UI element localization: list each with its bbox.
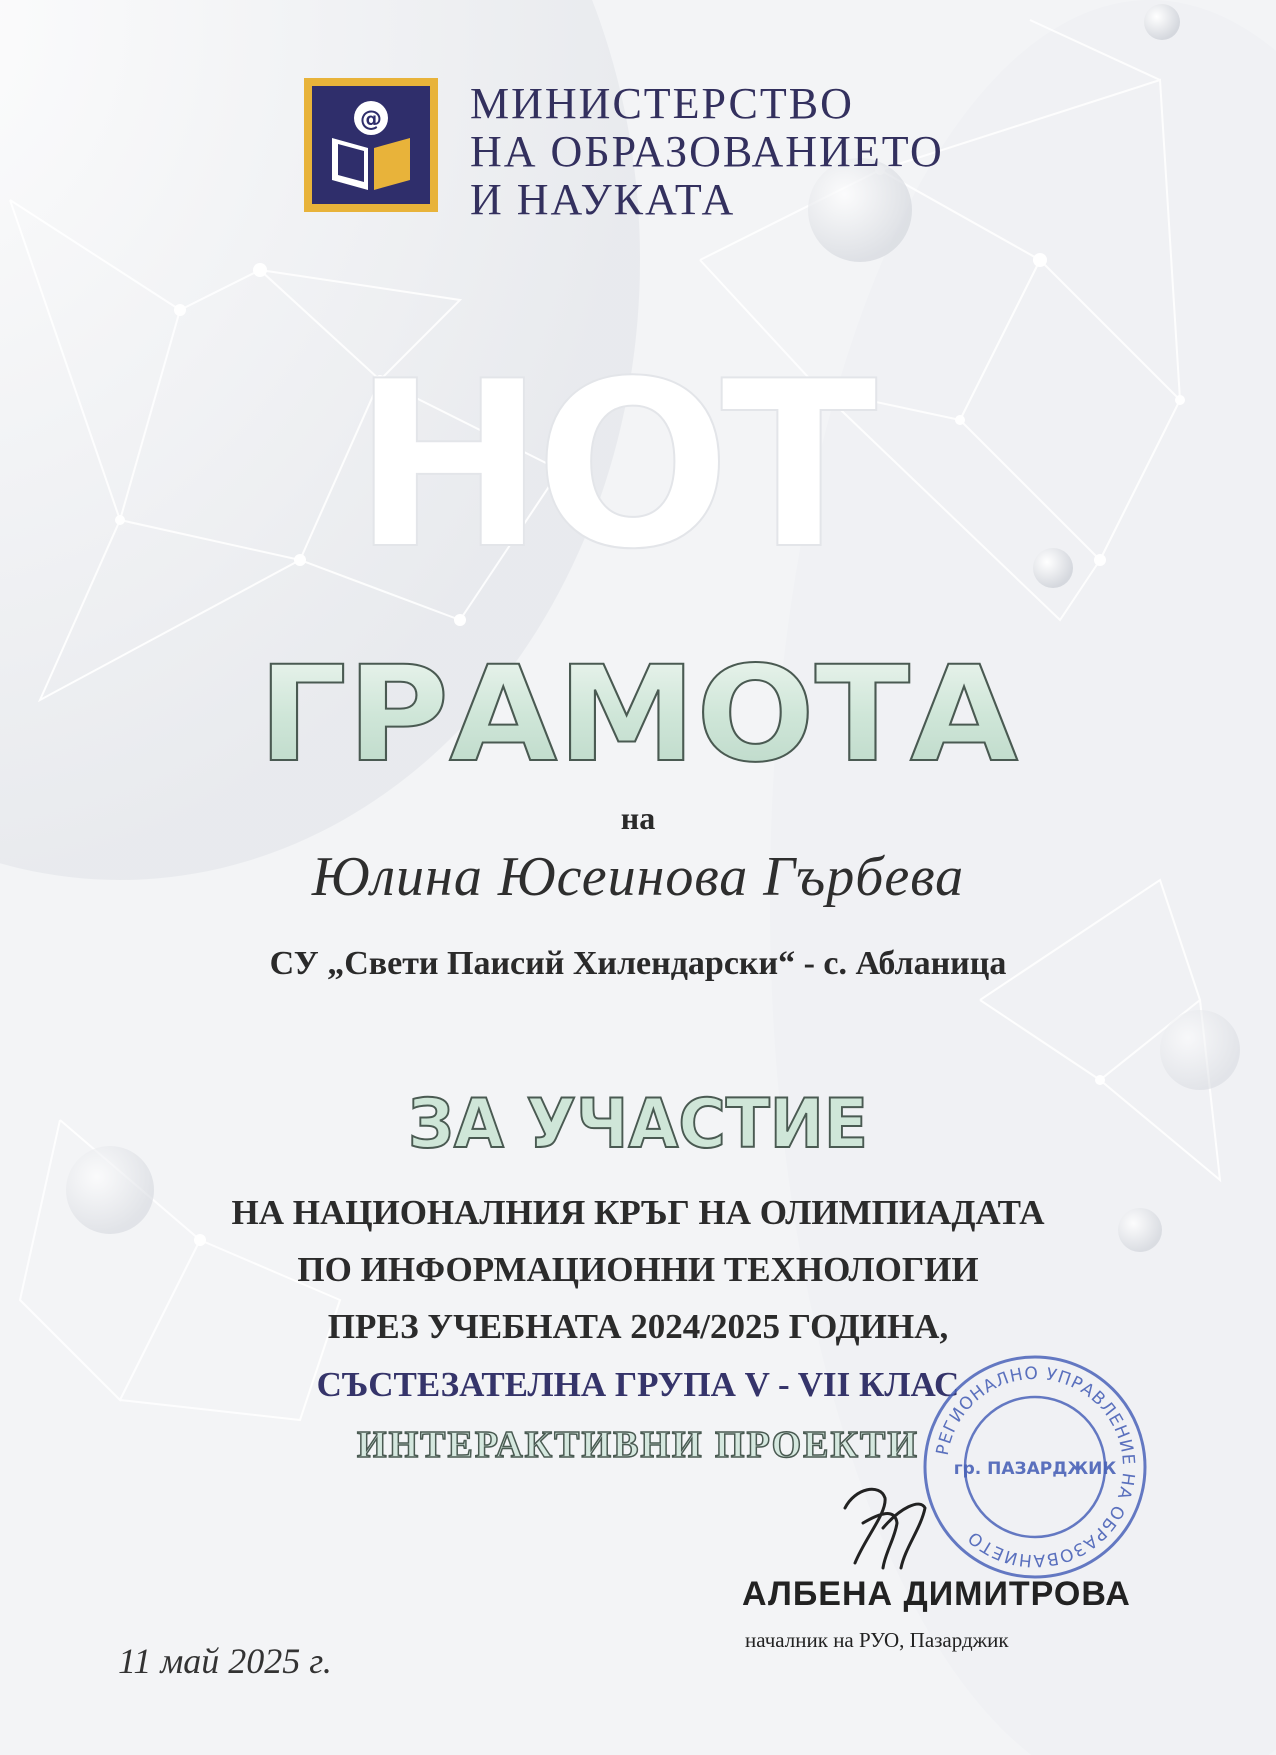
ministry-logo: [304, 78, 438, 212]
ministry-name-line-2: НА ОБРАЗОВАНИЕТО: [470, 127, 944, 176]
description-line-2: ПО ИНФОРМАЦИОННИ ТЕХНОЛОГИИ: [297, 1250, 979, 1289]
certificate-title: [250, 648, 1026, 773]
certificate-date: 11 май 2025 г.: [118, 1641, 332, 1681]
recipient-name: Юлина Юсеинова Гърбева: [311, 846, 965, 908]
official-stamp: [920, 1352, 1150, 1582]
ministry-name-line-1: МИНИСТЕРСТВО: [470, 79, 854, 128]
stamp-ring-text: РЕГИОНАЛНО УПРАВЛЕНИЕ НА ОБРАЗОВАНИЕТО: [932, 1363, 1139, 1571]
ministry-name-line-3: И НАУКАТА: [470, 175, 736, 224]
school-name: СУ „Свети Паисий Хилендарски“ - с. Абланица: [269, 945, 1007, 982]
award-heading-text: ЗА УЧАСТИЕ: [408, 1085, 868, 1159]
stamp-center-text: гр. ПАЗАРДЖИК: [953, 1459, 1117, 1479]
preposition: на: [620, 800, 656, 836]
signatory-role: началник на РУО, Пазарджик: [745, 1628, 1009, 1652]
competition-group: СЪСТЕЗАТЕЛНА ГРУПА V - VII КЛАС: [316, 1365, 960, 1404]
description-line-3: ПРЕЗ УЧЕБНАТА 2024/2025 ГОДИНА,: [327, 1307, 949, 1346]
certificate-title-text: ГРАМОТА: [258, 648, 1019, 773]
logo-glyph: @: [360, 107, 382, 132]
signatory-name: АЛБЕНА ДИМИТРОВА: [742, 1575, 1131, 1613]
award-heading: [400, 1083, 876, 1159]
signature: [825, 1468, 935, 1583]
not-watermark: [300, 365, 920, 565]
not-watermark-letters: НОТ: [352, 365, 868, 565]
competition-category: ИНТЕРАКТИВНИ ПРОЕКТИ: [357, 1424, 919, 1466]
description-line-1: НА НАЦИОНАЛНИЯ КРЪГ НА ОЛИМПИАДАТА: [231, 1193, 1045, 1232]
